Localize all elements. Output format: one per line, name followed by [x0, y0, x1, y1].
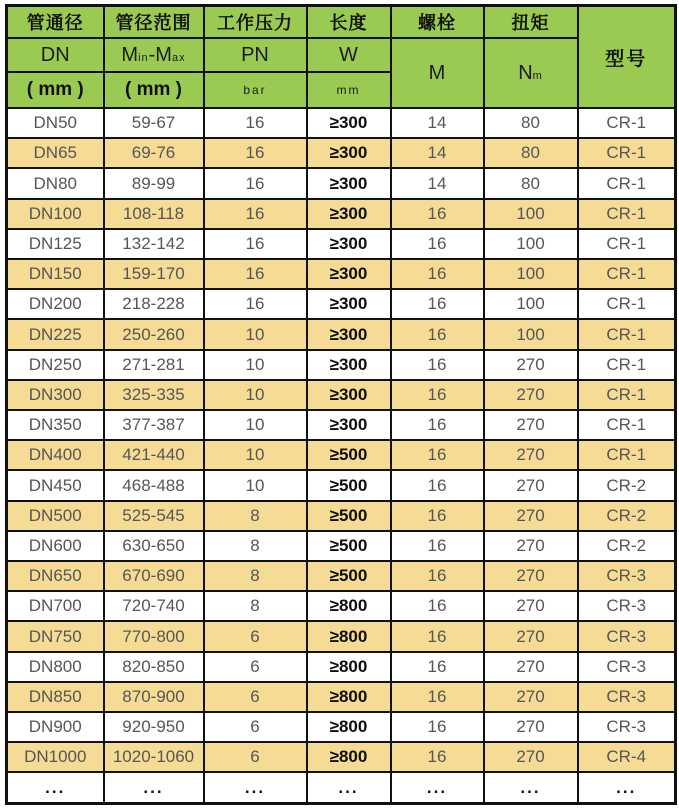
cell-bolt: 16: [391, 350, 484, 380]
cell-range: 89-99: [104, 168, 204, 198]
cell-torque: 270: [484, 470, 578, 500]
torque-symbol-n: N: [518, 61, 533, 84]
cell-pn: 16: [204, 199, 307, 229]
cell-torque: 270: [484, 591, 578, 621]
cell-model: CR-1: [578, 380, 676, 410]
header-torque-symbol: [484, 38, 578, 108]
cell-dn: DN1000: [7, 742, 104, 772]
header-bolt-title: 螺栓: [391, 6, 484, 39]
cell-length: ≥800: [307, 742, 391, 772]
cell-torque: 80: [484, 108, 578, 138]
table-row: [7, 259, 676, 289]
table-body: [7, 108, 676, 804]
cell-bolt: 14: [391, 108, 484, 138]
cell-range: 108-118: [104, 199, 204, 229]
cell-bolt: 16: [391, 531, 484, 561]
cell-pn: 16: [204, 138, 307, 168]
cell-pn: 10: [204, 319, 307, 349]
cell-range: 218-228: [104, 289, 204, 319]
header-length-unit: mm: [307, 72, 391, 108]
header-pressure-title: 工作压力: [204, 6, 307, 39]
cell-range: 159-170: [104, 259, 204, 289]
cell-range: 630-650: [104, 531, 204, 561]
table-row: [7, 108, 676, 138]
cell-model: CR-3: [578, 561, 676, 591]
header-pressure-unit: bar: [204, 72, 307, 108]
range-symbol-min-sub: in: [138, 51, 149, 64]
cell-length: ...: [307, 772, 391, 803]
cell-pn: 6: [204, 742, 307, 772]
cell-model: CR-1: [578, 199, 676, 229]
cell-dn: DN750: [7, 621, 104, 651]
cell-length: ≥500: [307, 561, 391, 591]
cell-pn: 16: [204, 168, 307, 198]
cell-length: ≥800: [307, 621, 391, 651]
cell-range: 69-76: [104, 138, 204, 168]
table-row: [7, 742, 676, 772]
pipe-spec-table: [5, 4, 677, 805]
cell-pn: 8: [204, 561, 307, 591]
cell-torque: 270: [484, 531, 578, 561]
cell-bolt: 16: [391, 289, 484, 319]
cell-dn: DN400: [7, 440, 104, 470]
cell-pn: 10: [204, 380, 307, 410]
table-row: [7, 621, 676, 651]
table-row: [7, 440, 676, 470]
cell-pn: 6: [204, 621, 307, 651]
cell-bolt: 16: [391, 259, 484, 289]
cell-range: 325-335: [104, 380, 204, 410]
cell-pn: 16: [204, 108, 307, 138]
table-row: [7, 350, 676, 380]
cell-range: 271-281: [104, 350, 204, 380]
cell-dn: DN900: [7, 712, 104, 742]
cell-range: 421-440: [104, 440, 204, 470]
cell-model: ...: [578, 772, 676, 803]
cell-dn: DN200: [7, 289, 104, 319]
cell-model: CR-4: [578, 742, 676, 772]
cell-pn: 10: [204, 350, 307, 380]
table-row: [7, 561, 676, 591]
cell-model: CR-1: [578, 440, 676, 470]
header-range-unit: ( mm ): [104, 72, 204, 108]
cell-length: ≥500: [307, 440, 391, 470]
cell-dn: DN850: [7, 682, 104, 712]
header-pressure-symbol: PN: [204, 38, 307, 72]
cell-model: CR-3: [578, 621, 676, 651]
cell-pn: 16: [204, 229, 307, 259]
cell-dn: DN65: [7, 138, 104, 168]
cell-torque: 100: [484, 259, 578, 289]
cell-bolt: 16: [391, 561, 484, 591]
cell-model: CR-1: [578, 229, 676, 259]
cell-torque: 270: [484, 350, 578, 380]
cell-model: CR-1: [578, 350, 676, 380]
table-row: [7, 168, 676, 198]
cell-range: 1020-1060: [104, 742, 204, 772]
cell-torque: 100: [484, 289, 578, 319]
cell-dn: DN50: [7, 108, 104, 138]
cell-length: ≥800: [307, 591, 391, 621]
header-dn-title: 管通径: [7, 6, 104, 39]
cell-pn: 6: [204, 712, 307, 742]
cell-pn: 6: [204, 652, 307, 682]
cell-length: ≥300: [307, 168, 391, 198]
cell-torque: ...: [484, 772, 578, 803]
cell-bolt: 14: [391, 138, 484, 168]
cell-bolt: 16: [391, 501, 484, 531]
range-symbol-m1: M: [121, 43, 139, 66]
cell-bolt: 16: [391, 410, 484, 440]
cell-bolt: 16: [391, 440, 484, 470]
cell-range: 132-142: [104, 229, 204, 259]
cell-dn: DN100: [7, 199, 104, 229]
cell-range: 820-850: [104, 652, 204, 682]
cell-bolt: 16: [391, 229, 484, 259]
cell-torque: 270: [484, 682, 578, 712]
cell-length: ≥800: [307, 682, 391, 712]
cell-torque: 80: [484, 138, 578, 168]
cell-length: ≥500: [307, 470, 391, 500]
table-row: [7, 319, 676, 349]
cell-bolt: 16: [391, 652, 484, 682]
cell-dn: DN600: [7, 531, 104, 561]
cell-length: ≥300: [307, 410, 391, 440]
cell-model: CR-1: [578, 289, 676, 319]
cell-dn: DN300: [7, 380, 104, 410]
header-range-title: 管径范围: [104, 6, 204, 39]
cell-dn: ...: [7, 772, 104, 803]
cell-pn: 16: [204, 289, 307, 319]
table-row: [7, 682, 676, 712]
cell-model: CR-1: [578, 168, 676, 198]
cell-bolt: 16: [391, 319, 484, 349]
header-length-symbol: W: [307, 38, 391, 72]
cell-range: 670-690: [104, 561, 204, 591]
header-dn-unit: ( mm ): [7, 72, 104, 108]
cell-pn: ...: [204, 772, 307, 803]
table-row: [7, 712, 676, 742]
cell-length: ≥300: [307, 229, 391, 259]
cell-model: CR-3: [578, 682, 676, 712]
cell-pn: 8: [204, 531, 307, 561]
table-header: [7, 6, 676, 109]
cell-model: CR-1: [578, 410, 676, 440]
cell-torque: 270: [484, 561, 578, 591]
cell-range: 377-387: [104, 410, 204, 440]
header-torque-title: 扭矩: [484, 6, 578, 39]
cell-dn: DN800: [7, 652, 104, 682]
cell-model: CR-1: [578, 259, 676, 289]
cell-dn: DN700: [7, 591, 104, 621]
cell-torque: 100: [484, 199, 578, 229]
cell-bolt: 14: [391, 168, 484, 198]
cell-bolt: ...: [391, 772, 484, 803]
cell-length: ≥800: [307, 712, 391, 742]
cell-range: 770-800: [104, 621, 204, 651]
cell-range: 525-545: [104, 501, 204, 531]
cell-bolt: 16: [391, 380, 484, 410]
table-row: [7, 470, 676, 500]
table-row: [7, 138, 676, 168]
header-dn-symbol: DN: [7, 38, 104, 72]
cell-length: ≥300: [307, 108, 391, 138]
cell-torque: 270: [484, 380, 578, 410]
cell-bolt: 16: [391, 621, 484, 651]
header-row-symbols: [7, 38, 676, 72]
range-symbol-max-sub: ax: [171, 51, 186, 64]
cell-pn: 10: [204, 440, 307, 470]
cell-dn: DN250: [7, 350, 104, 380]
cell-torque: 270: [484, 621, 578, 651]
cell-torque: 270: [484, 652, 578, 682]
cell-dn: DN125: [7, 229, 104, 259]
cell-range: 59-67: [104, 108, 204, 138]
table-row: [7, 652, 676, 682]
cell-model: CR-3: [578, 712, 676, 742]
cell-length: ≥300: [307, 350, 391, 380]
table-row: [7, 501, 676, 531]
torque-symbol-m-sub: m: [532, 69, 543, 82]
cell-dn: DN500: [7, 501, 104, 531]
table-row: [7, 410, 676, 440]
cell-length: ≥500: [307, 501, 391, 531]
table-row: [7, 380, 676, 410]
cell-bolt: 16: [391, 470, 484, 500]
cell-torque: 80: [484, 168, 578, 198]
cell-pn: 10: [204, 470, 307, 500]
cell-model: CR-3: [578, 652, 676, 682]
table-row: [7, 531, 676, 561]
table-row: [7, 289, 676, 319]
cell-torque: 270: [484, 440, 578, 470]
header-row-titles: [7, 6, 676, 39]
cell-pn: 16: [204, 259, 307, 289]
cell-dn: DN350: [7, 410, 104, 440]
cell-range: 250-260: [104, 319, 204, 349]
cell-dn: DN150: [7, 259, 104, 289]
cell-bolt: 16: [391, 591, 484, 621]
cell-model: CR-1: [578, 319, 676, 349]
header-range-symbol: [104, 38, 204, 72]
cell-range: 870-900: [104, 682, 204, 712]
cell-range: 468-488: [104, 470, 204, 500]
cell-pn: 8: [204, 501, 307, 531]
cell-torque: 270: [484, 410, 578, 440]
cell-length: ≥300: [307, 319, 391, 349]
cell-torque: 100: [484, 319, 578, 349]
range-symbol-m2: M: [155, 43, 172, 66]
cell-model: CR-2: [578, 501, 676, 531]
table-row: [7, 772, 676, 803]
cell-model: CR-2: [578, 470, 676, 500]
header-bolt-symbol: M: [391, 38, 484, 108]
table-row: [7, 591, 676, 621]
cell-dn: DN650: [7, 561, 104, 591]
cell-length: ≥500: [307, 531, 391, 561]
cell-length: ≥300: [307, 289, 391, 319]
header-length-title: 长度: [307, 6, 391, 39]
cell-model: CR-1: [578, 108, 676, 138]
cell-bolt: 16: [391, 682, 484, 712]
cell-pn: 8: [204, 591, 307, 621]
cell-torque: 270: [484, 501, 578, 531]
cell-bolt: 16: [391, 712, 484, 742]
cell-torque: 270: [484, 742, 578, 772]
cell-length: ≥300: [307, 259, 391, 289]
cell-bolt: 16: [391, 742, 484, 772]
table-row: [7, 229, 676, 259]
cell-dn: DN80: [7, 168, 104, 198]
cell-length: ≥300: [307, 199, 391, 229]
cell-bolt: 16: [391, 199, 484, 229]
cell-model: CR-3: [578, 591, 676, 621]
cell-torque: 100: [484, 229, 578, 259]
table-row: [7, 199, 676, 229]
cell-model: CR-1: [578, 138, 676, 168]
header-model-title: 型号: [578, 6, 676, 109]
cell-pn: 10: [204, 410, 307, 440]
cell-range: 720-740: [104, 591, 204, 621]
cell-model: CR-2: [578, 531, 676, 561]
range-symbol-dash: -: [148, 43, 156, 66]
cell-length: ≥300: [307, 138, 391, 168]
cell-dn: DN450: [7, 470, 104, 500]
cell-length: ≥800: [307, 652, 391, 682]
cell-range: ...: [104, 772, 204, 803]
cell-length: ≥300: [307, 380, 391, 410]
cell-pn: 6: [204, 682, 307, 712]
cell-range: 920-950: [104, 712, 204, 742]
cell-torque: 270: [484, 712, 578, 742]
cell-dn: DN225: [7, 319, 104, 349]
